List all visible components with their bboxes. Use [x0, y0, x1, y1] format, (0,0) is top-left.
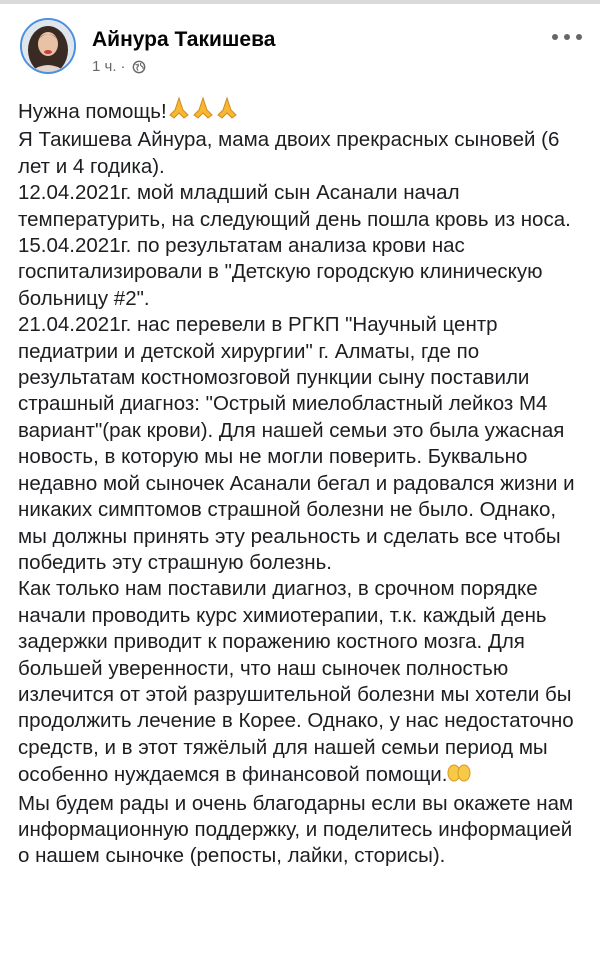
more-options-icon[interactable]: [552, 28, 582, 46]
post-meta: [92, 58, 146, 75]
post-header: [0, 4, 600, 92]
globe-icon[interactable]: [132, 60, 146, 74]
post-paragraph: 15.04.2021г. по результатам анализа крови нас госпитализировали в "Детскую городскую клиническую больницу #2".: [18, 234, 549, 310]
avatar-photo: [22, 20, 74, 72]
post-paragraph: 12.04.2021г. мой младший сын Асанали начал температурить, на следующий день пошла кровь из носа.: [18, 181, 571, 231]
author-name[interactable]: Айнура Такишева: [92, 28, 276, 51]
post-paragraph: Как только нам поставили диагноз, в срочном порядке начали проводить курс химиотерапии, т.к. каждый день задержки приводит к поражению костного мозга. Для большей уверенности, что наш сыночек полностью излечится от этой разрушительной болезни мы хотели бы продолжить лечение в Корее. Однако, у нас недостаточно средств, и в этот тяжёлый для нашей семьи период мы особенно нуждаемся в финансовой помощи.: [18, 576, 586, 790]
post-paragraph: Нужна помощь!: [18, 96, 586, 127]
meta-separator: ·: [120, 58, 126, 75]
open-hands-emoji: [447, 761, 471, 790]
post-text: [18, 96, 586, 870]
folded-hands-emoji: [167, 96, 239, 127]
post-paragraph: Мы будем рады и очень благодарны если вы окажете нам информационную поддержку, и поделитесь информацией о нашем сыночке (репосты, лайки, сторисы).: [18, 791, 579, 868]
post-paragraph: 21.04.2021г. нас перевели в РГКП "Научный центр педиатрии и детской хирургии" г. Алматы, где по результатам костномозговой пункции сыну поставили страшный диагноз: "Острый миелобластный лейкоз М4 вариант"(рак крови). Для нашей семьи это была ужасная новость, в которую мы не могли поверить. Буквально недавно мой сыночек Асанали бегал и радовался жизни и никаких симптомов страшной болезни не было. Однако, мы должны принять эту реальность и сделать все чтобы победить эту страшную болезнь.: [18, 313, 581, 574]
avatar[interactable]: [20, 18, 76, 74]
post-paragraph: Я Такишева Айнура, мама двоих прекрасных сыновей (6 лет и 4 годика).: [18, 128, 566, 178]
post-time[interactable]: 1 ч.: [92, 58, 117, 75]
